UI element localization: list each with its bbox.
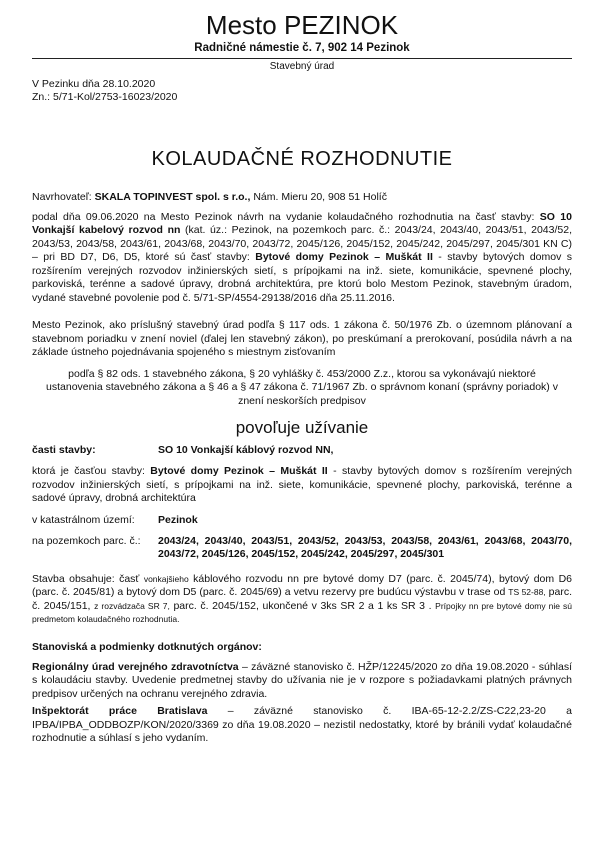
part-label: časti stavby: <box>32 444 96 456</box>
application-paragraph <box>32 211 572 306</box>
contents-text-3: parc. č. 2045/151, <box>32 586 572 612</box>
date-line: V Pezinku dňa 28.10.2020 <box>32 78 156 90</box>
decision-heading: povoľuje užívanie <box>235 418 369 437</box>
building-part-name: SO 10 Vonkajší kabelový rozvod nn <box>32 210 572 236</box>
cadastre-row <box>32 514 572 527</box>
contents-text-2: káblového rozvodu nn pre bytové domy D7 (parc. č. 2045/74), bytový dom D6 (parc. č. 2045/81) a bytový dom D5 (parc. č. 2045/69) a vetvu rezervy pre budúcu výstavbu v trase od <box>32 572 572 598</box>
opinion-health-authority-name: Regionálny úrad verejného zdravotníctva <box>32 660 239 673</box>
contents-text-4: parc. č. 2045/152, ukončené v 3ks SR 2 a 1 ks SR 3 . <box>173 599 432 612</box>
legal-basis-paragraph: podľa § 82 ods. 1 stavebného zákona, § 20 vyhlášky č. 453/2000 Z.z., ktorou sa vykonávajú niektoré ustanovenia stavebného zákona a § 46 a § 47 zákona č. 71/1967 Zb. o správnom konaní (správny poriadok) v znení neskorších predpisov <box>46 367 558 407</box>
authority-paragraph: Mesto Pezinok, ako príslušný stavebný úrad podľa § 117 ods. 1 zákona č. 50/1976 Zb. o územnom plánovaní a stavebnom poriadku v znení noviel (ďalej len stavebný zákon), po preskúmaní a prerokovaní, posúdila návrh a na základe ústneho pojednávania spojeného s miestnym zisťovaním <box>32 319 572 358</box>
parcels-label: na pozemkoch parc. č.: <box>32 534 141 547</box>
cadastre-label: v katastrálnom území: <box>32 513 135 526</box>
issuer-name: Mesto PEZINOK <box>205 10 399 40</box>
application-permit-text: - stavby bytových domov s rozšírením verejných rozvodov inžinierských sietí, s prípojkami na inž. siete, komunikácie, spevnené plochy, parkoviská, terénne a sadové úpravy, drobná architektúra, pre ktorú bolo Mestom Pezinok, stavebným úradom, vydané stavebné povolenie pod č. 5/71-SP/4554-29138/2016 dňa 25.11.2016. <box>32 251 573 304</box>
document-title: KOLAUDAČNÉ ROZHODNUTIE <box>151 148 453 170</box>
opinion-health-authority <box>32 661 572 702</box>
applicant-line <box>32 191 572 205</box>
parcels-value: 2043/24, 2043/40, 2043/51, 2043/52, 2043/53, 2043/58, 2043/61, 2043/68, 2043/70, 2043/72, 2045/126, 2045/152, 2045/242, 2045/297, 2045/301 <box>158 534 572 560</box>
opinion-labour-inspectorate-text: – záväzné stanovisko č. IBA-65-12-2.2/ZS-C22,23-20 a IPBA/IPBA_ODDBOZP/KON/2020/3369 zo dňa 19.08.2020 – nezistil nedostatky, ktoré by bránili vydať kolaudačné rozhodnutie a súhlasí s jeho vydaním. <box>32 705 572 744</box>
part-of-text: ktorá je časťou stavby: <box>32 465 145 477</box>
part-of-building-description: - stavby bytových domov s rozšírením verejných rozvodov inžinierských sietí, s prípojkami na inž. siete, komunikácie, spevnené plochy, parkoviská, terénne a sadové úpravy, drobná architektúra <box>32 465 572 504</box>
building-name: Bytové domy Pezinok – Muškát II <box>255 251 433 263</box>
part-of-building-paragraph <box>32 465 572 506</box>
contents-note: Prípojky nn pre bytové domy nie sú predmetom kolaudačného rozhodnutia. <box>32 600 573 624</box>
document-page <box>0 10 600 860</box>
contents-text-1: Stavba obsahuje: časť <box>32 572 140 585</box>
applicant-address: Nám. Mieru 20, 908 51 Holíč <box>253 191 387 203</box>
contents-small-1: vonkajšieho <box>143 573 189 584</box>
application-text: podal dňa 09.06.2020 na Mesto Pezinok návrh na vydanie kolaudačného rozhodnutia na časť stavby: <box>32 210 535 223</box>
opinion-labour-inspectorate <box>32 705 572 746</box>
header-divider <box>32 58 572 59</box>
reference-number: Zn.: 5/71-Kol/2753-16023/2020 <box>32 91 178 103</box>
application-parcels-text: (kat. úz.: Pezinok, na pozemkoch parc. č.: 2043/24, 2043/40, 2043/51, 2043/52, 2043/53, 2043/58, 2043/61, 2043/68, 2043/70, 2043/72, 2045/126, 2045/152, 2045/242, 2045/297, 2045/301 KN C) – pri BD D7, D6, D5, ktoré sú časť stavby: <box>32 224 572 263</box>
date-reference-block <box>32 78 572 104</box>
part-of-building-name: Bytové domy Pezinok – Muškát II <box>150 465 328 477</box>
parcels-row <box>32 535 572 561</box>
contents-paragraph <box>32 573 572 627</box>
department-name: Stavebný úrad <box>269 61 335 72</box>
applicant-label: Navrhovateľ: <box>32 191 92 203</box>
opinion-health-authority-text: – záväzné stanovisko č. HŽP/12245/2020 zo dňa 19.08.2020 - súhlasí s kolaudáciu stavby. Uvedenie predmetnej stavby do užívania nie je v rozpore s požiadavkami platných právnych predpisov určených na ochranu verejného zdravia. <box>32 660 573 700</box>
applicant-name: SKALA TOPINVEST spol. s r.o., <box>94 191 251 203</box>
opinion-labour-inspectorate-name: Inšpektorát práce Bratislava <box>32 705 208 717</box>
cadastre-value: Pezinok <box>158 513 198 526</box>
opinions-heading: Stanoviská a podmienky dotknutých orgánov: <box>32 640 262 653</box>
contents-small-3: z rozvádzača SR 7, <box>94 600 170 611</box>
contents-small-2: TS 52-88, <box>508 587 546 597</box>
issuer-address: Radničné námestie č. 7, 902 14 Pezinok <box>194 42 410 54</box>
part-row <box>32 444 572 457</box>
part-value: SO 10 Vonkajší káblový rozvod NN, <box>158 444 334 456</box>
